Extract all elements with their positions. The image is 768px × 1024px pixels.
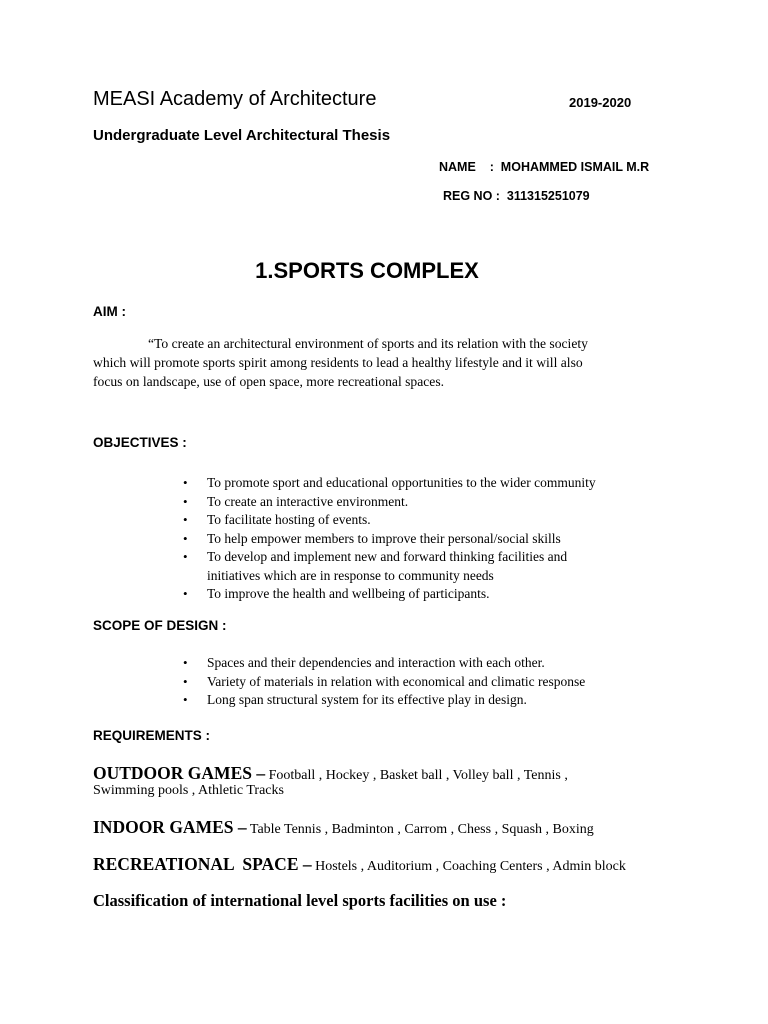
- page-title: 1.SPORTS COMPLEX: [255, 258, 479, 283]
- recreational-space-text: Hostels , Auditorium , Coaching Centers , Admin block: [311, 859, 626, 874]
- outdoor-games-line-2: Swimming pools , Athletic Tracks: [93, 783, 284, 798]
- scope-list: [182, 654, 585, 710]
- outdoor-games-label: OUTDOOR GAMES –: [93, 763, 266, 783]
- recreational-space-label: RECREATIONAL SPACE –: [93, 854, 312, 874]
- outdoor-games-text: Football , Hockey , Basket ball , Volley ball , Tennis ,: [265, 768, 568, 783]
- indoor-games-label: INDOOR GAMES –: [93, 817, 247, 837]
- list-item: • Variety of materials in relation with economical and climatic response: [182, 673, 585, 692]
- list-item-continuation: initiatives which are in response to community needs: [207, 567, 494, 583]
- thesis-level: Undergraduate Level Architectural Thesis: [93, 127, 391, 144]
- list-item: • To promote sport and educational opportunities to the wider community: [182, 474, 596, 493]
- registration-number: REG NO : 311315251079: [443, 189, 590, 203]
- outdoor-games-line: [93, 763, 568, 784]
- student-name: NAME : MOHAMMED ISMAIL M.R: [439, 160, 650, 174]
- objectives-heading: OBJECTIVES :: [93, 435, 187, 450]
- list-item: • To facilitate hosting of events.: [182, 511, 596, 530]
- list-item: • To create an interactive environment.: [182, 493, 596, 512]
- recreational-space-line: [93, 854, 626, 875]
- institution-name: MEASI Academy of Architecture: [93, 88, 377, 110]
- aim-line: which will promote sports spirit among residents to lead a healthy lifestyle and it will also: [93, 355, 583, 370]
- list-item: • Long span structural system for its effective play in design.: [182, 691, 585, 710]
- objectives-list: [182, 474, 596, 604]
- academic-year: 2019-2020: [569, 95, 632, 110]
- aim-line: focus on landscape, use of open space, more recreational spaces.: [93, 374, 445, 389]
- classification-heading: Classification of international level sports facilities on use :: [93, 891, 507, 910]
- aim-line: “To create an architectural environment of sports and its relation with the society: [148, 336, 588, 351]
- aim-heading: AIM :: [93, 304, 126, 319]
- list-item: • To develop and implement new and forward thinking facilities and: [182, 548, 596, 567]
- scope-heading: SCOPE OF DESIGN :: [93, 618, 227, 633]
- indoor-games-text: Table Tennis , Badminton , Carrom , Chess , Squash , Boxing: [246, 822, 594, 837]
- list-item: • To help empower members to improve their personal/social skills: [182, 530, 596, 549]
- list-item: • To improve the health and wellbeing of participants.: [182, 585, 596, 604]
- aim-paragraph: [93, 334, 653, 391]
- list-item: • Spaces and their dependencies and interaction with each other.: [182, 654, 585, 673]
- requirements-heading: REQUIREMENTS :: [93, 728, 211, 743]
- indoor-games-line: [93, 817, 594, 838]
